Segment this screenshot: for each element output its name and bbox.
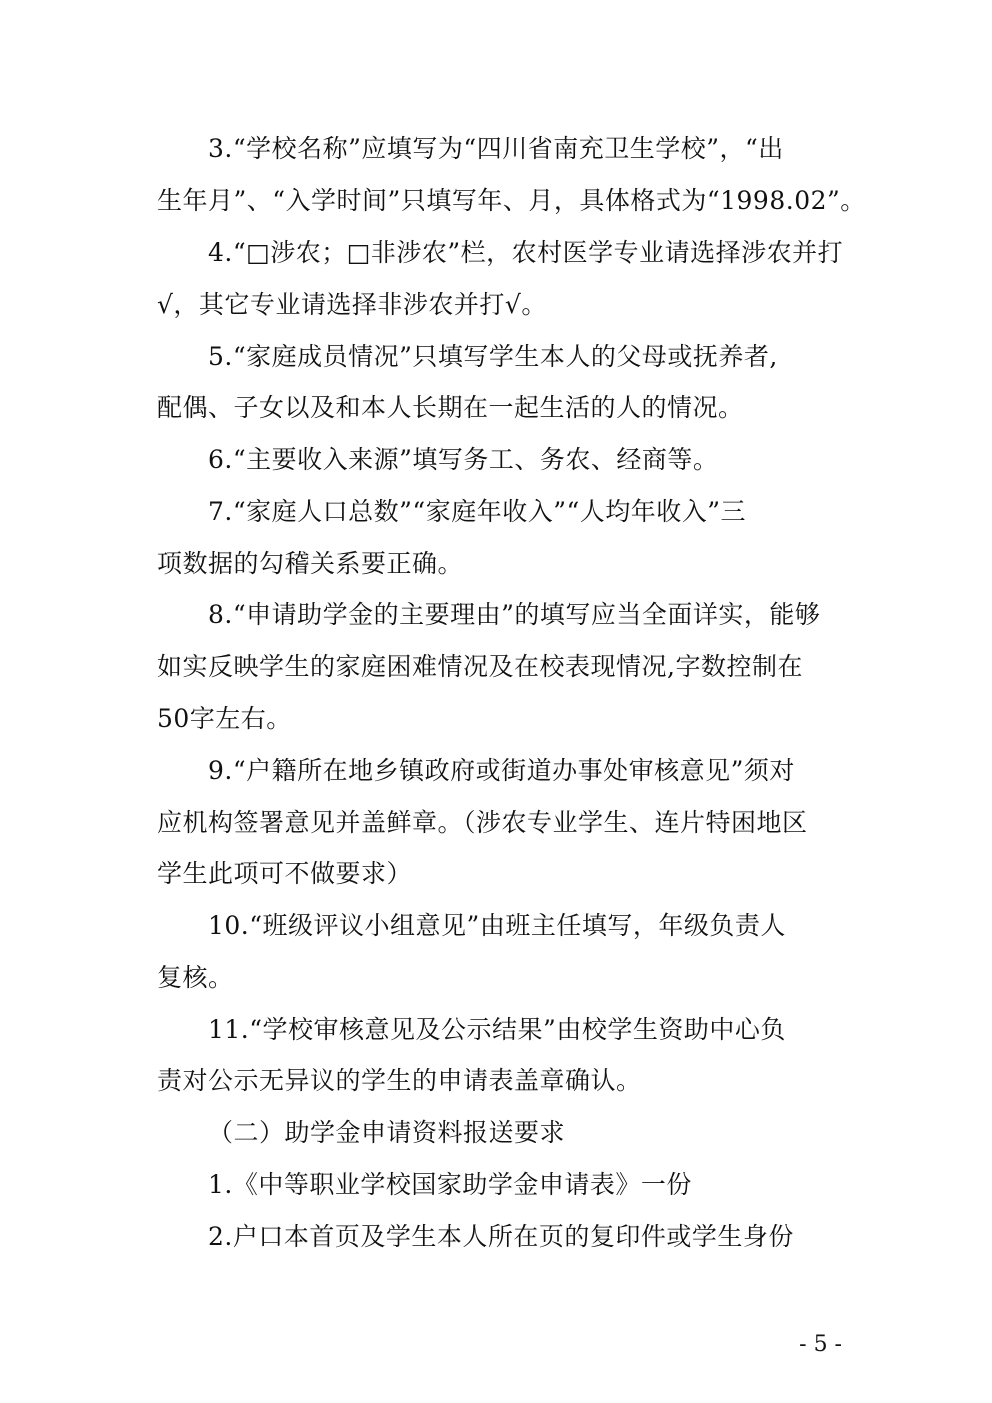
- item-5-line-2: 配偶、子女以及和本人长期在一起生活的人的情况。: [157, 393, 744, 422]
- item-11-line-2: 责对公示无异议的学生的申请表盖章确认。: [157, 1066, 642, 1095]
- item-9-line-2: 应机构签署意见并盖鲜章。（涉农专业学生、连片特困地区: [157, 808, 808, 837]
- material-item-1: 1.《中等职业学校国家助学金申请表》一份: [208, 1170, 692, 1199]
- item-9-line-1: 9.“户籍所在地乡镇政府或街道办事处审核意见”须对: [208, 756, 795, 785]
- item-8-line-1: 8.“申请助学金的主要理由”的填写应当全面详实，能够: [208, 600, 821, 629]
- item-3-line-2: 生年月”、“入学时间”只填写年、月，具体格式为“1998.02”。: [157, 186, 866, 215]
- material-item-2: 2.户口本首页及学生本人所在页的复印件或学生身份: [208, 1222, 794, 1251]
- item-4-line-1: 4.“□涉农；□非涉农”栏，农村医学专业请选择涉农并打: [208, 238, 844, 267]
- item-5-line-1: 5.“家庭成员情况”只填写学生本人的父母或抚养者,: [208, 342, 778, 371]
- item-11-line-1: 11.“学校审核意见及公示结果”由校学生资助中心负: [208, 1015, 786, 1044]
- section-heading: （二）助学金申请资料报送要求: [208, 1118, 566, 1147]
- item-7-line-2: 项数据的勾稽关系要正确。: [157, 549, 464, 578]
- item-3-line-1: 3.“学校名称”应填写为“四川省南充卫生学校”，“出: [208, 134, 784, 163]
- item-9-line-3: 学生此项可不做要求）: [157, 859, 413, 888]
- item-8-line-3: 50字左右。: [157, 704, 292, 733]
- item-8-line-2: 如实反映学生的家庭困难情况及在校表现情况,字数控制在: [157, 652, 803, 681]
- item-10-line-2: 复核。: [157, 963, 234, 992]
- item-10-line-1: 10.“班级评议小组意见”由班主任填写，年级负责人: [208, 911, 786, 940]
- item-7-line-1: 7.“家庭人口总数”“家庭年收入”“人均年收入”三: [208, 497, 747, 526]
- item-6-line-1: 6.“主要收入来源”填写务工、务农、经商等。: [208, 445, 719, 474]
- item-4-line-2: √，其它专业请选择非涉农并打√。: [157, 290, 547, 319]
- page-number: - 5 -: [799, 1332, 842, 1357]
